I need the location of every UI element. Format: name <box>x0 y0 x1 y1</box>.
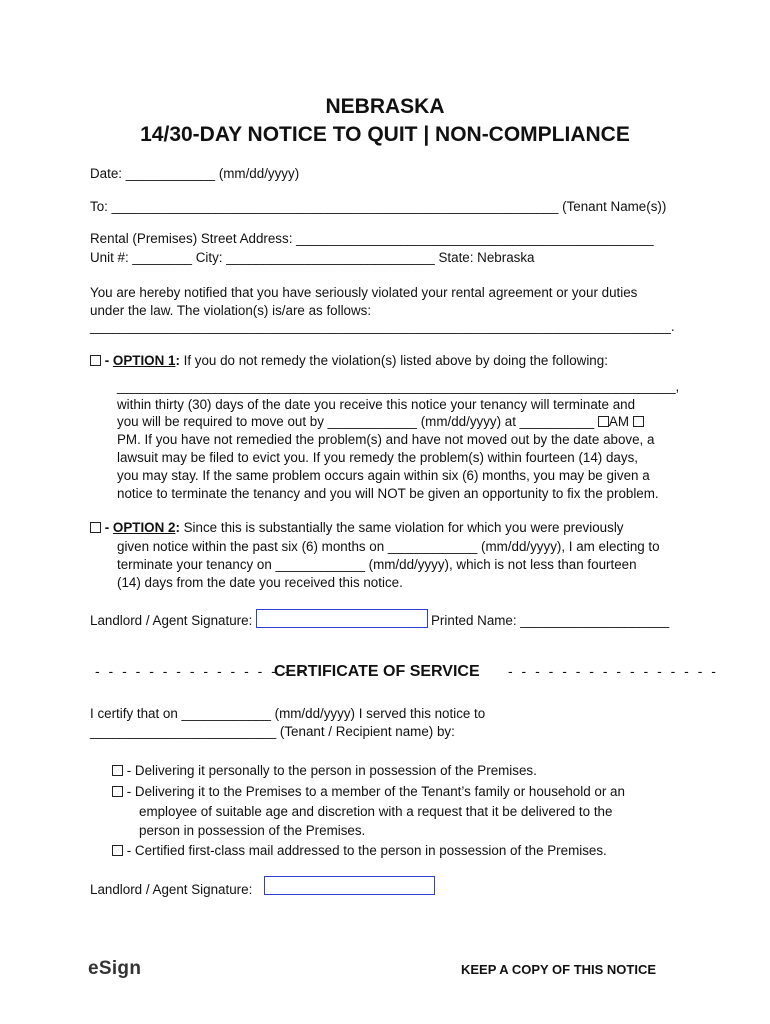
option-1-line-6: notice to terminate the tenancy and you will NOT be given an opportunity to fix the problem. <box>117 486 659 501</box>
option-1-prefix: - <box>104 353 113 368</box>
method-premises-checkbox[interactable] <box>112 786 123 797</box>
method-mail-text: - Certified first-class mail addressed to the person in possession of the Premises. <box>126 843 607 858</box>
certificate-signature-label: Landlord / Agent Signature: <box>90 882 253 897</box>
option-1-row <box>90 352 608 370</box>
option-1-line-1: within thirty (30) days of the date you receive this notice your tenancy will terminate and <box>117 397 636 412</box>
option-1-line-4: lawsuit may be filed to evict you. If you remedy the problem(s) within fourteen (14) days, <box>117 450 638 465</box>
notice-text-line-2: under the law. The violation(s) is/are as follows: <box>90 303 372 318</box>
option-2-line-1[interactable]: given notice within the past six (6) months on ____________ (mm/dd/yyyy), I am electing to <box>117 539 660 554</box>
option-2-line-2[interactable]: terminate your tenancy on ____________ (mm/dd/yyyy), which is not less than fourteen <box>117 557 637 572</box>
certificate-signature-field[interactable] <box>264 876 435 895</box>
option-2-text: Since this is substantially the same violation for which you were previously <box>179 520 624 535</box>
option-2-checkbox[interactable] <box>90 522 101 533</box>
option-1-line-3: PM. If you have not remedied the problem(s) and have not moved out by the date above, a <box>117 432 655 447</box>
option-2-prefix: - <box>104 520 113 535</box>
method-premises-text: - Delivering it to the Premises to a member of the Tenant’s family or household or an <box>126 784 625 799</box>
method-mail-checkbox[interactable] <box>112 845 123 856</box>
esign-logo: eSign <box>88 958 142 979</box>
violation-field[interactable]: ______________________________________________________________________________. <box>90 319 675 334</box>
signature-field[interactable] <box>256 609 428 628</box>
option-2-label: OPTION 2 <box>112 520 176 535</box>
unit-city-state-field[interactable]: Unit #: ________ City: ____________________________ State: Nebraska <box>90 250 535 265</box>
document-title: 14/30-DAY NOTICE TO QUIT | NON-COMPLIANCE <box>140 123 630 146</box>
recipient-name-field[interactable]: _________________________ (Tenant / Recipient name) by: <box>90 724 455 739</box>
option-1-checkbox[interactable] <box>90 355 101 366</box>
method-personal-text: - Delivering it personally to the person in possession of the Premises. <box>126 763 537 778</box>
method-premises-line-2: employee of suitable age and discretion with a request that it be delivered to the <box>139 804 613 819</box>
am-label: AM <box>608 414 629 429</box>
state-heading: NEBRASKA <box>325 95 445 118</box>
certificate-divider-left: - - - - - - - - - - - - - - - - <box>95 663 306 679</box>
certificate-line-1[interactable]: I certify that on ____________ (mm/dd/yyyy) I served this notice to <box>90 706 486 721</box>
method-premises-row <box>112 783 625 801</box>
street-address-field[interactable]: Rental (Premises) Street Address: ________________________________________________ <box>90 231 654 246</box>
move-out-text[interactable]: you will be required to move out by ____________ (mm/dd/yyyy) at __________ <box>117 414 595 429</box>
signature-label: Landlord / Agent Signature: <box>90 613 253 628</box>
option-1-colon: : <box>175 353 180 368</box>
option-1-line-2 <box>117 413 644 431</box>
method-personal-checkbox[interactable] <box>112 765 123 776</box>
certificate-title: CERTIFICATE OF SERVICE <box>274 663 480 680</box>
keep-copy-notice: KEEP A COPY OF THIS NOTICE <box>461 962 657 977</box>
notice-text-line-1: You are hereby notified that you have seriously violated your rental agreement or your duties <box>90 285 638 300</box>
certificate-divider-right: - - - - - - - - - - - - - - - - <box>508 663 719 679</box>
option-1-line-5: you may stay. If the same problem occurs again within six (6) months, you may be given a <box>117 468 650 483</box>
option-1-remedy-field[interactable]: ___________________________________________________________________________, <box>117 379 680 394</box>
option-1-label: OPTION 1 <box>112 353 176 368</box>
option-1-text: If you do not remedy the violation(s) listed above by doing the following: <box>179 353 608 368</box>
option-2-line-3: (14) days from the date you received this notice. <box>117 575 403 590</box>
method-personal-row <box>112 762 537 780</box>
tenant-name-field[interactable]: To: ____________________________________________________________ (Tenant Name(s)) <box>90 199 667 214</box>
option-2-row <box>90 519 624 537</box>
pm-checkbox[interactable] <box>633 416 644 427</box>
am-checkbox[interactable] <box>598 416 609 427</box>
method-premises-line-3: person in possession of the Premises. <box>139 823 366 838</box>
date-field[interactable]: Date: ____________ (mm/dd/yyyy) <box>90 166 300 181</box>
printed-name-field[interactable]: Printed Name: ____________________ <box>431 613 670 628</box>
method-mail-row <box>112 842 607 860</box>
option-2-colon: : <box>175 520 180 535</box>
